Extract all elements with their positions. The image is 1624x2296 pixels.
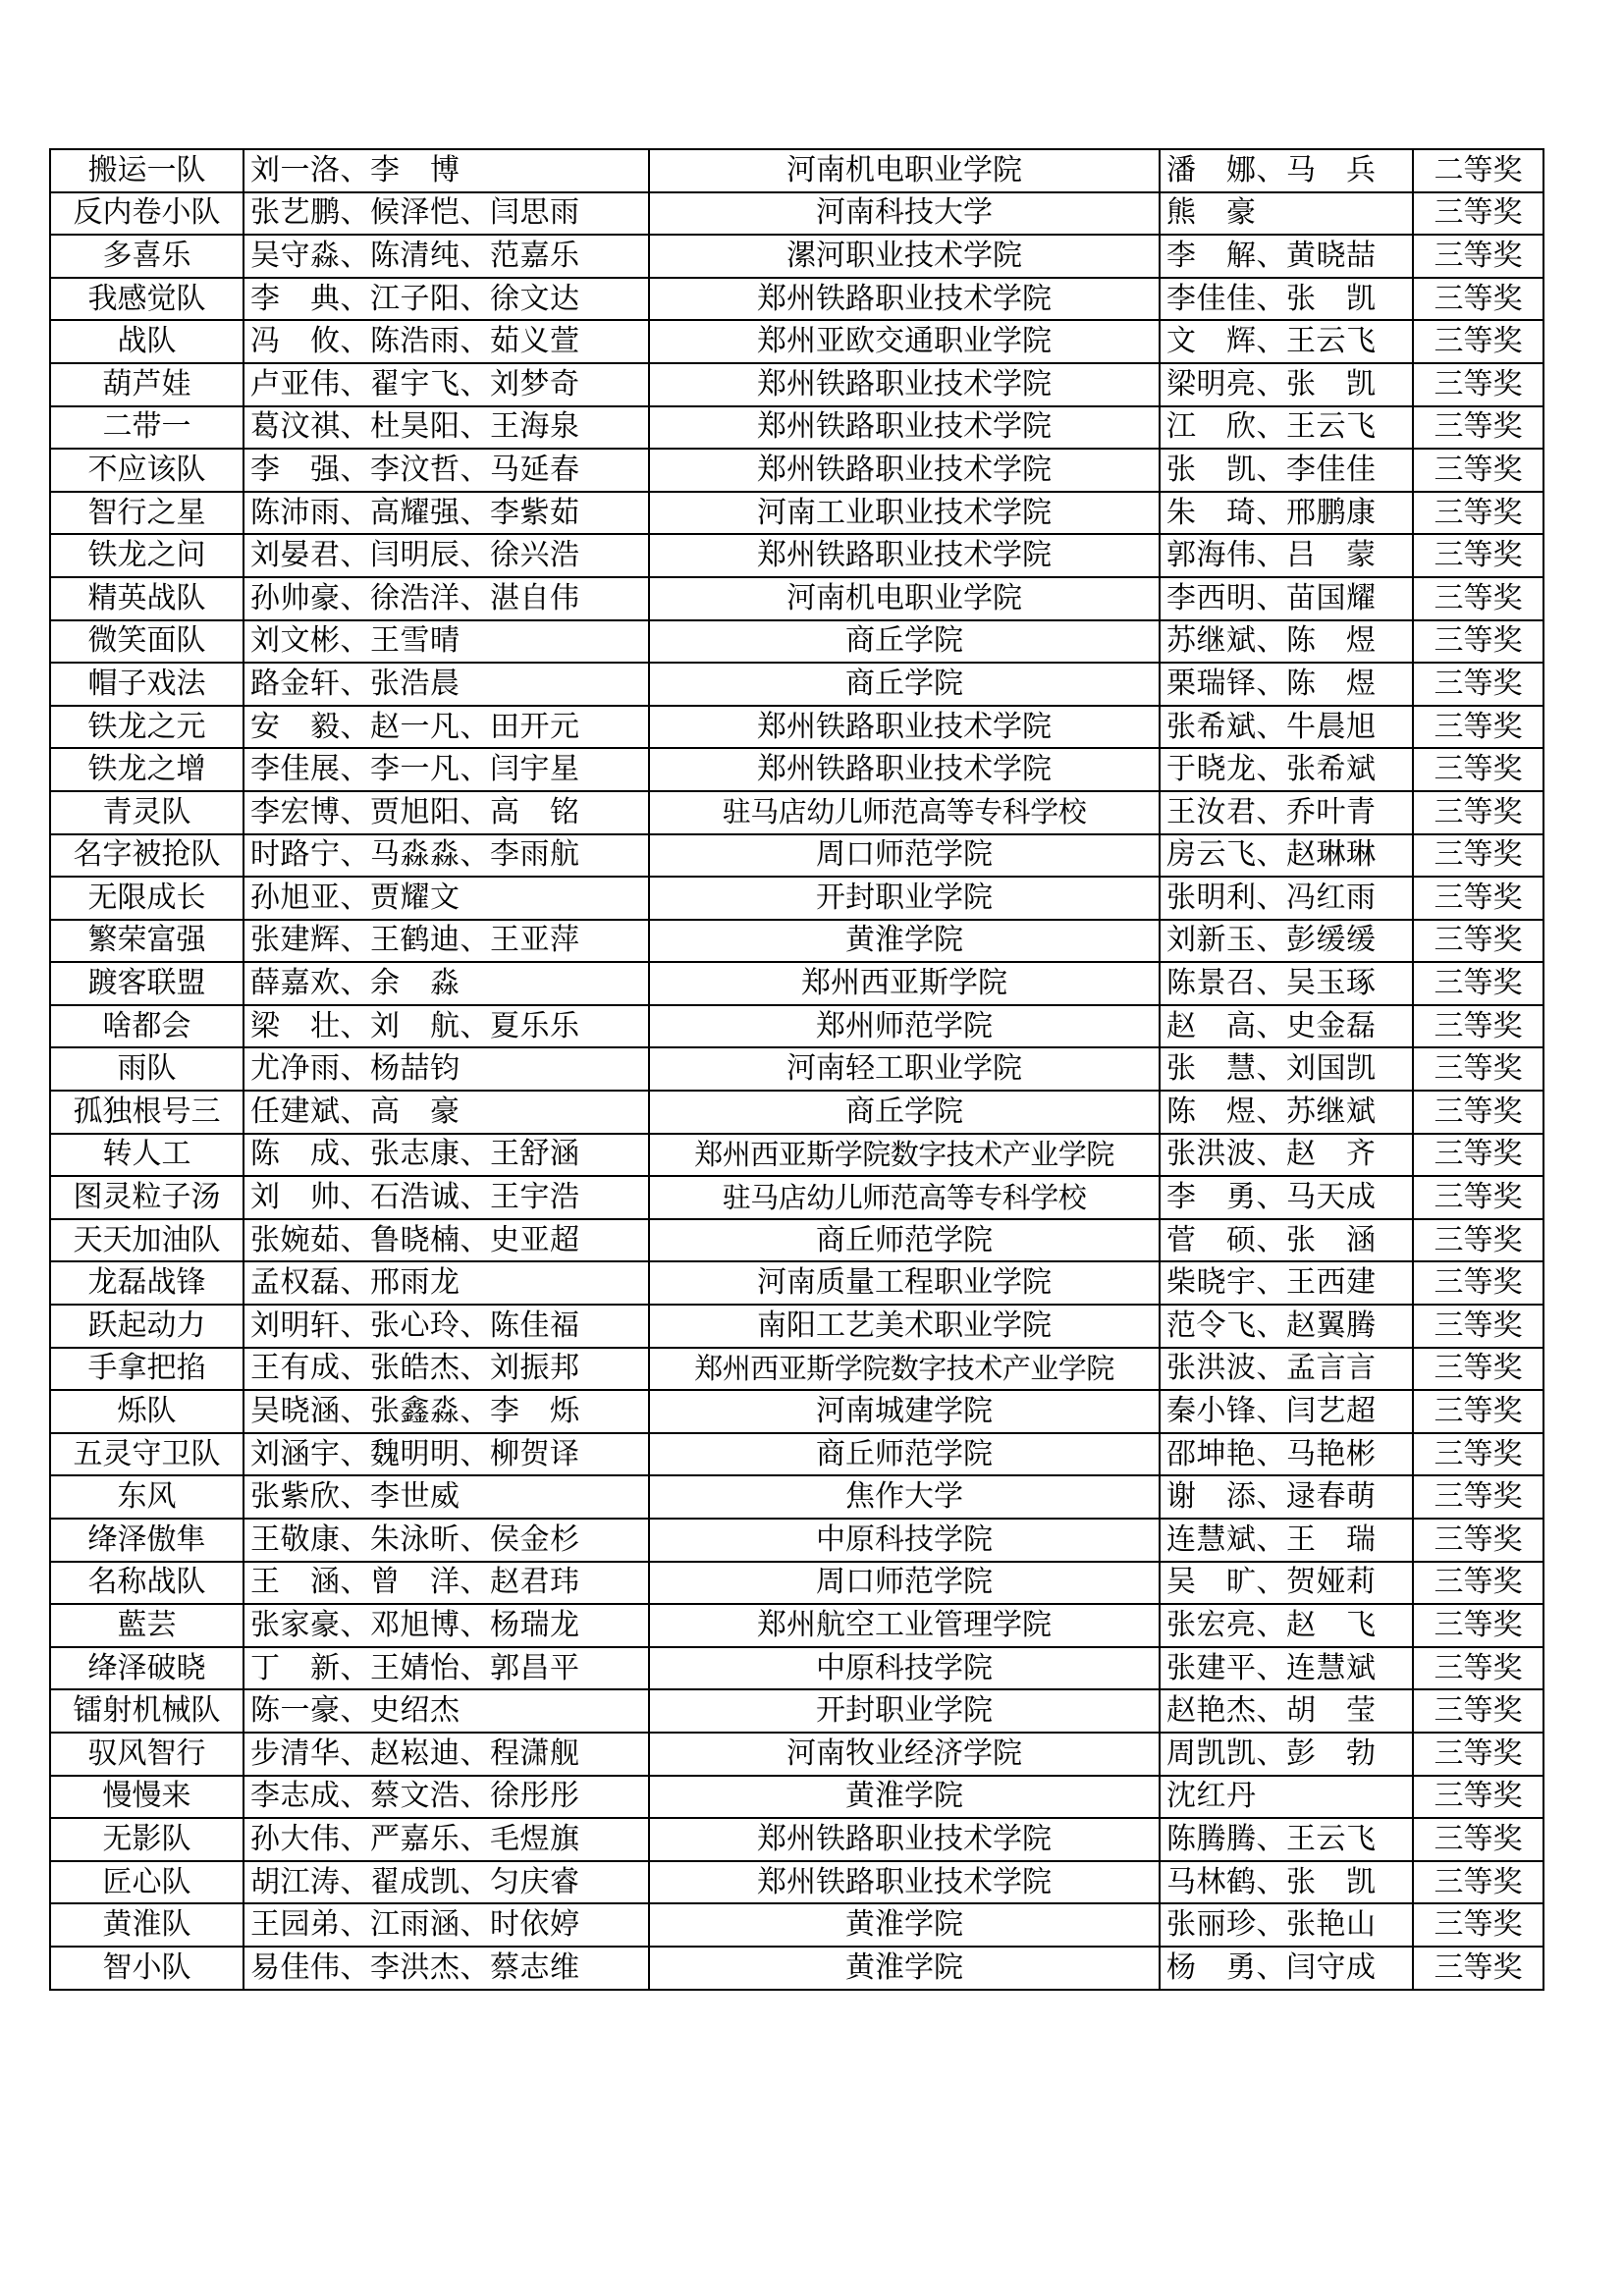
team-name-cell: 铁龙之增 [50,748,244,791]
team-name-cell: 跃起动力 [50,1305,244,1348]
advisors-cell: 张 慧、刘国凯 [1160,1047,1413,1091]
advisors-cell: 陈 煜、苏继斌 [1160,1091,1413,1134]
team-name-cell: 名字被抢队 [50,834,244,878]
advisors-cell: 陈景召、吴玉琢 [1160,962,1413,1005]
table-row [50,363,1543,406]
advisors-cell: 于晓龙、张希斌 [1160,748,1413,791]
team-name-cell: 无影队 [50,1818,244,1861]
award-cell: 三等奖 [1413,1134,1543,1177]
team-name-cell: 名称战队 [50,1562,244,1605]
school-cell: 驻马店幼儿师范高等专科学校 [649,791,1160,834]
school-cell: 商丘师范学院 [649,1433,1160,1476]
award-cell: 三等奖 [1413,1861,1543,1904]
team-name-cell: 铁龙之问 [50,534,244,577]
team-name-cell: 繁荣富强 [50,920,244,963]
team-name-cell: 手拿把掐 [50,1348,244,1391]
table-row [50,1261,1543,1305]
award-cell: 三等奖 [1413,962,1543,1005]
advisors-cell: 赵 高、史金磊 [1160,1005,1413,1048]
members-cell: 安 毅、赵一凡、田开元 [244,706,649,749]
award-cell: 三等奖 [1413,791,1543,834]
award-cell: 三等奖 [1413,449,1543,492]
team-name-cell: 反内卷小队 [50,192,244,236]
school-cell: 郑州铁路职业技术学院 [649,706,1160,749]
table-row [50,834,1543,878]
award-cell: 三等奖 [1413,1433,1543,1476]
school-cell: 郑州铁路职业技术学院 [649,534,1160,577]
school-cell: 周口师范学院 [649,1562,1160,1605]
award-cell: 三等奖 [1413,1776,1543,1819]
advisors-cell: 菅 硕、张 涵 [1160,1219,1413,1262]
school-cell: 河南轻工职业学院 [649,1047,1160,1091]
award-cell: 三等奖 [1413,1604,1543,1647]
school-cell: 郑州西亚斯学院数字技术产业学院 [649,1348,1160,1391]
table-row [50,1005,1543,1048]
table-row [50,1947,1543,1990]
team-name-cell: 啥都会 [50,1005,244,1048]
advisors-cell: 张丽珍、张艳山 [1160,1903,1413,1947]
team-name-cell: 镭射机械队 [50,1689,244,1733]
school-cell: 商丘师范学院 [649,1219,1160,1262]
school-cell: 郑州铁路职业技术学院 [649,406,1160,450]
team-name-cell: 青灵队 [50,791,244,834]
advisors-cell: 郭海伟、吕 蒙 [1160,534,1413,577]
advisors-cell: 张洪波、孟言言 [1160,1348,1413,1391]
school-cell: 郑州亚欧交通职业学院 [649,320,1160,363]
team-name-cell: 驭风智行 [50,1733,244,1776]
members-cell: 孙帅豪、徐浩洋、湛自伟 [244,577,649,620]
advisors-cell: 连慧斌、王 瑞 [1160,1519,1413,1562]
award-cell: 三等奖 [1413,192,1543,236]
school-cell: 商丘学院 [649,663,1160,706]
members-cell: 尤净雨、杨喆钧 [244,1047,649,1091]
table-row [50,1047,1543,1091]
members-cell: 刘晏君、闫明辰、徐兴浩 [244,534,649,577]
award-cell: 三等奖 [1413,1733,1543,1776]
members-cell: 路金轩、张浩晨 [244,663,649,706]
team-name-cell: 绛泽傲隼 [50,1519,244,1562]
award-cell: 三等奖 [1413,1903,1543,1947]
school-cell: 郑州师范学院 [649,1005,1160,1048]
award-cell: 三等奖 [1413,1305,1543,1348]
team-name-cell: 图灵粒子汤 [50,1176,244,1219]
award-cell: 三等奖 [1413,1475,1543,1519]
school-cell: 开封职业学院 [649,877,1160,920]
table-row [50,748,1543,791]
team-name-cell: 烁队 [50,1390,244,1433]
school-cell: 漯河职业技术学院 [649,235,1160,278]
members-cell: 时路宁、马淼淼、李雨航 [244,834,649,878]
award-cell: 三等奖 [1413,1219,1543,1262]
members-cell: 冯 攸、陈浩雨、茹义萱 [244,320,649,363]
table-row [50,320,1543,363]
members-cell: 刘涵宇、魏明明、柳贺译 [244,1433,649,1476]
school-cell: 黄淮学院 [649,920,1160,963]
advisors-cell: 陈腾腾、王云飞 [1160,1818,1413,1861]
members-cell: 王有成、张皓杰、刘振邦 [244,1348,649,1391]
team-name-cell: 慢慢来 [50,1776,244,1819]
award-cell: 三等奖 [1413,706,1543,749]
school-cell: 周口师范学院 [649,834,1160,878]
team-name-cell: 帽子戏法 [50,663,244,706]
award-cell: 三等奖 [1413,1519,1543,1562]
table-row [50,1562,1543,1605]
team-name-cell: 我感觉队 [50,278,244,321]
members-cell: 陈 成、张志康、王舒涵 [244,1134,649,1177]
school-cell: 郑州铁路职业技术学院 [649,1861,1160,1904]
award-cell: 三等奖 [1413,492,1543,535]
award-cell: 三等奖 [1413,1689,1543,1733]
team-name-cell: 搬运一队 [50,149,244,192]
table-row [50,1519,1543,1562]
members-cell: 孟权磊、邢雨龙 [244,1261,649,1305]
school-cell: 郑州航空工业管理学院 [649,1604,1160,1647]
school-cell: 郑州西亚斯学院数字技术产业学院 [649,1134,1160,1177]
school-cell: 商丘学院 [649,620,1160,664]
advisors-cell: 张 凯、李佳佳 [1160,449,1413,492]
school-cell: 河南牧业经济学院 [649,1733,1160,1776]
school-cell: 郑州铁路职业技术学院 [649,278,1160,321]
team-name-cell: 踱客联盟 [50,962,244,1005]
advisors-cell: 张宏亮、赵 飞 [1160,1604,1413,1647]
members-cell: 步清华、赵崧迪、程潇舰 [244,1733,649,1776]
table-row [50,1219,1543,1262]
school-cell: 驻马店幼儿师范高等专科学校 [649,1176,1160,1219]
advisors-cell: 江 欣、王云飞 [1160,406,1413,450]
award-cell: 三等奖 [1413,748,1543,791]
members-cell: 刘明轩、张心玲、陈佳福 [244,1305,649,1348]
advisors-cell: 李 勇、马天成 [1160,1176,1413,1219]
school-cell: 商丘学院 [649,1091,1160,1134]
table-row [50,149,1543,192]
team-name-cell: 雨队 [50,1047,244,1091]
members-cell: 陈沛雨、高耀强、李紫茹 [244,492,649,535]
school-cell: 河南城建学院 [649,1390,1160,1433]
members-cell: 王园弟、江雨涵、时依婷 [244,1903,649,1947]
award-cell: 三等奖 [1413,1947,1543,1990]
members-cell: 葛汶祺、杜昊阳、王海泉 [244,406,649,450]
team-name-cell: 微笑面队 [50,620,244,664]
award-cell: 三等奖 [1413,1005,1543,1048]
members-cell: 李宏博、贾旭阳、高 铭 [244,791,649,834]
members-cell: 刘一洛、李 博 [244,149,649,192]
advisors-cell: 房云飞、赵琳琳 [1160,834,1413,878]
table-row [50,534,1543,577]
advisors-cell: 朱 琦、邢鹏康 [1160,492,1413,535]
team-name-cell: 智行之星 [50,492,244,535]
team-name-cell: 五灵守卫队 [50,1433,244,1476]
award-cell: 三等奖 [1413,1390,1543,1433]
table-row [50,1348,1543,1391]
table-row [50,192,1543,236]
school-cell: 黄淮学院 [649,1947,1160,1990]
members-cell: 卢亚伟、翟宇飞、刘梦奇 [244,363,649,406]
table-row [50,449,1543,492]
members-cell: 吴守淼、陈清纯、范嘉乐 [244,235,649,278]
award-cell: 三等奖 [1413,534,1543,577]
advisors-cell: 邵坤艳、马艳彬 [1160,1433,1413,1476]
advisors-cell: 张明利、冯红雨 [1160,877,1413,920]
award-cell: 三等奖 [1413,577,1543,620]
table-row [50,1305,1543,1348]
team-name-cell: 藍芸 [50,1604,244,1647]
team-name-cell: 战队 [50,320,244,363]
table-row [50,1818,1543,1861]
table-row [50,1776,1543,1819]
award-cell: 三等奖 [1413,834,1543,878]
team-name-cell: 匠心队 [50,1861,244,1904]
advisors-cell: 苏继斌、陈 煜 [1160,620,1413,664]
members-cell: 张紫欣、李世威 [244,1475,649,1519]
members-cell: 薛嘉欢、余 淼 [244,962,649,1005]
team-name-cell: 葫芦娃 [50,363,244,406]
advisors-cell: 秦小锋、闫艺超 [1160,1390,1413,1433]
team-name-cell: 天天加油队 [50,1219,244,1262]
school-cell: 郑州西亚斯学院 [649,962,1160,1005]
award-cell: 三等奖 [1413,320,1543,363]
team-name-cell: 无限成长 [50,877,244,920]
advisors-cell: 沈红丹 [1160,1776,1413,1819]
advisors-cell: 梁明亮、张 凯 [1160,363,1413,406]
table-row [50,1861,1543,1904]
advisors-cell: 张希斌、牛晨旭 [1160,706,1413,749]
table-row [50,877,1543,920]
team-name-cell: 二带一 [50,406,244,450]
award-cell: 三等奖 [1413,1562,1543,1605]
team-name-cell: 绛泽破晓 [50,1647,244,1690]
members-cell: 张婉茹、鲁晓楠、史亚超 [244,1219,649,1262]
members-cell: 李 典、江子阳、徐文达 [244,278,649,321]
members-cell: 张建辉、王鹤迪、王亚萍 [244,920,649,963]
members-cell: 李佳展、李一凡、闫宇星 [244,748,649,791]
school-cell: 焦作大学 [649,1475,1160,1519]
school-cell: 郑州铁路职业技术学院 [649,748,1160,791]
table-row [50,1604,1543,1647]
advisors-cell: 熊 豪 [1160,192,1413,236]
members-cell: 刘文彬、王雪晴 [244,620,649,664]
advisors-cell: 张洪波、赵 齐 [1160,1134,1413,1177]
advisors-cell: 文 辉、王云飞 [1160,320,1413,363]
team-name-cell: 精英战队 [50,577,244,620]
award-cell: 三等奖 [1413,1176,1543,1219]
school-cell: 河南机电职业学院 [649,577,1160,620]
award-cell: 三等奖 [1413,278,1543,321]
table-row [50,1903,1543,1947]
advisors-cell: 张建平、连慧斌 [1160,1647,1413,1690]
table-row [50,620,1543,664]
school-cell: 南阳工艺美术职业学院 [649,1305,1160,1348]
members-cell: 陈一豪、史绍杰 [244,1689,649,1733]
award-cell: 二等奖 [1413,149,1543,192]
award-cell: 三等奖 [1413,663,1543,706]
members-cell: 丁 新、王婧怡、郭昌平 [244,1647,649,1690]
award-cell: 三等奖 [1413,363,1543,406]
school-cell: 黄淮学院 [649,1776,1160,1819]
table-row [50,1091,1543,1134]
table-row [50,1134,1543,1177]
table-row [50,406,1543,450]
table-row [50,577,1543,620]
members-cell: 任建斌、高 豪 [244,1091,649,1134]
award-cell: 三等奖 [1413,1261,1543,1305]
members-cell: 李志成、蔡文浩、徐彤彤 [244,1776,649,1819]
members-cell: 张艺鹏、候泽恺、闫思雨 [244,192,649,236]
members-cell: 梁 壮、刘 航、夏乐乐 [244,1005,649,1048]
school-cell: 河南科技大学 [649,192,1160,236]
school-cell: 河南工业职业技术学院 [649,492,1160,535]
table-body [50,149,1543,1990]
award-cell: 三等奖 [1413,1348,1543,1391]
table-row [50,706,1543,749]
advisors-cell: 潘 娜、马 兵 [1160,149,1413,192]
team-name-cell: 龙磊战锋 [50,1261,244,1305]
school-cell: 黄淮学院 [649,1903,1160,1947]
table-row [50,1176,1543,1219]
table-row [50,1733,1543,1776]
members-cell: 王敬康、朱泳昕、侯金杉 [244,1519,649,1562]
table-row [50,962,1543,1005]
table-row [50,1433,1543,1476]
school-cell: 河南机电职业学院 [649,149,1160,192]
award-cell: 三等奖 [1413,1818,1543,1861]
advisors-cell: 杨 勇、闫守成 [1160,1947,1413,1990]
team-name-cell: 智小队 [50,1947,244,1990]
award-cell: 三等奖 [1413,1647,1543,1690]
members-cell: 刘 帅、石浩诚、王宇浩 [244,1176,649,1219]
advisors-cell: 吴 旷、贺娅莉 [1160,1562,1413,1605]
school-cell: 郑州铁路职业技术学院 [649,1818,1160,1861]
team-name-cell: 孤独根号三 [50,1091,244,1134]
members-cell: 易佳伟、李洪杰、蔡志维 [244,1947,649,1990]
school-cell: 郑州铁路职业技术学院 [649,363,1160,406]
table-row [50,492,1543,535]
members-cell: 张家豪、邓旭博、杨瑞龙 [244,1604,649,1647]
table-row [50,278,1543,321]
table-row [50,1475,1543,1519]
table-row [50,1647,1543,1690]
members-cell: 孙大伟、严嘉乐、毛煜旗 [244,1818,649,1861]
advisors-cell: 谢 添、逯春萌 [1160,1475,1413,1519]
members-cell: 胡江涛、翟成凯、匀庆睿 [244,1861,649,1904]
advisors-cell: 周凯凯、彭 勃 [1160,1733,1413,1776]
table-row [50,1390,1543,1433]
award-cell: 三等奖 [1413,877,1543,920]
advisors-cell: 李佳佳、张 凯 [1160,278,1413,321]
members-cell: 李 强、李汶哲、马延春 [244,449,649,492]
advisors-cell: 柴晓宇、王西建 [1160,1261,1413,1305]
award-table [49,148,1544,1991]
members-cell: 王 涵、曾 洋、赵君玮 [244,1562,649,1605]
team-name-cell: 黄淮队 [50,1903,244,1947]
team-name-cell: 多喜乐 [50,235,244,278]
advisors-cell: 李 解、黄晓喆 [1160,235,1413,278]
award-cell: 三等奖 [1413,406,1543,450]
school-cell: 郑州铁路职业技术学院 [649,449,1160,492]
team-name-cell: 转人工 [50,1134,244,1177]
advisors-cell: 李西明、苗国耀 [1160,577,1413,620]
award-cell: 三等奖 [1413,620,1543,664]
table-row [50,235,1543,278]
school-cell: 开封职业学院 [649,1689,1160,1733]
school-cell: 河南质量工程职业学院 [649,1261,1160,1305]
advisors-cell: 王汝君、乔叶青 [1160,791,1413,834]
table-row [50,791,1543,834]
table-row [50,920,1543,963]
school-cell: 中原科技学院 [649,1519,1160,1562]
members-cell: 孙旭亚、贾耀文 [244,877,649,920]
team-name-cell: 东风 [50,1475,244,1519]
table-row [50,663,1543,706]
table-row [50,1689,1543,1733]
school-cell: 中原科技学院 [649,1647,1160,1690]
advisors-cell: 刘新玉、彭缓缓 [1160,920,1413,963]
award-cell: 三等奖 [1413,235,1543,278]
team-name-cell: 铁龙之元 [50,706,244,749]
award-cell: 三等奖 [1413,920,1543,963]
advisors-cell: 赵艳杰、胡 莹 [1160,1689,1413,1733]
advisors-cell: 马林鹤、张 凯 [1160,1861,1413,1904]
advisors-cell: 范令飞、赵翼腾 [1160,1305,1413,1348]
members-cell: 吴晓涵、张鑫淼、李 烁 [244,1390,649,1433]
team-name-cell: 不应该队 [50,449,244,492]
award-cell: 三等奖 [1413,1091,1543,1134]
advisors-cell: 栗瑞铎、陈 煜 [1160,663,1413,706]
award-cell: 三等奖 [1413,1047,1543,1091]
